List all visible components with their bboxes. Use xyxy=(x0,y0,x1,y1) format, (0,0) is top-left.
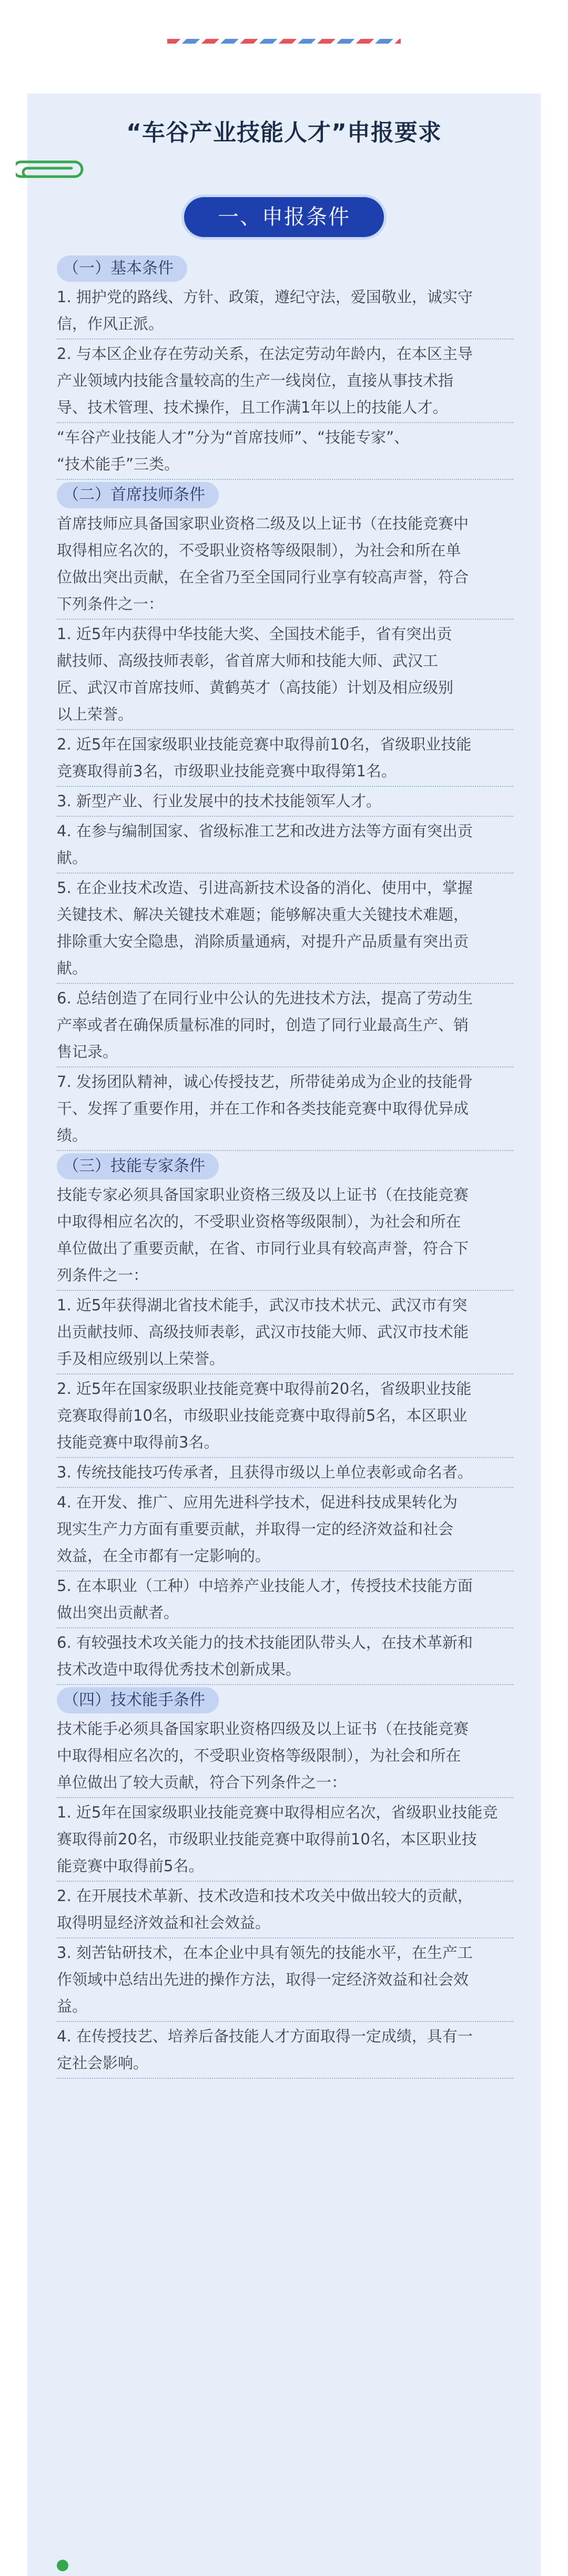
subsection-heading: （一）基本条件 xyxy=(57,255,187,282)
paragraph-line: 技能竞赛中取得前3名。 xyxy=(57,1433,219,1451)
requirement-paragraph xyxy=(57,1572,513,1628)
paragraph-line: 单位做出了较大贡献，符合下列条件之一： xyxy=(57,1773,347,1791)
paragraph-line: 2. 近5年在国家级职业技能竞赛中取得前20名，省级职业技能 xyxy=(57,1380,472,1398)
paragraph-line: 2. 与本区企业存在劳动关系，在法定劳动年龄内，在本区主导 xyxy=(57,345,473,363)
requirement-paragraph xyxy=(57,1798,513,1882)
paragraph-line: 4. 在参与编制国家、省级标准工艺和改进方法等方面有突出贡 xyxy=(57,822,473,840)
requirement-paragraph xyxy=(57,1374,513,1458)
requirement-paragraph xyxy=(57,2022,513,2079)
paragraph-line: 7. 发扬团队精神，诚心传授技艺，所带徒弟成为企业的技能骨 xyxy=(57,1073,473,1091)
requirement-paragraph xyxy=(57,1488,513,1572)
subsection-heading: （三）技能专家条件 xyxy=(57,1153,219,1179)
requirement-paragraph xyxy=(57,874,513,984)
paragraph-line: 定社会影响。 xyxy=(57,2054,149,2072)
paragraph-line: “技术能手”三类。 xyxy=(57,455,180,473)
paragraph-line: 1. 近5年获得湖北省技术能手，武汉市技术状元、武汉市有突 xyxy=(57,1296,468,1314)
requirement-paragraph xyxy=(57,423,513,480)
paragraph-line: 献。 xyxy=(57,959,88,977)
subsection-heading: （四）技术能手条件 xyxy=(57,1687,219,1713)
paragraph-line: 1. 近5年在国家级职业技能竞赛中取得相应名次，省级职业技能竞 xyxy=(57,1803,498,1821)
paragraph-line: 中取得相应名次的，不受职业资格等级限制），为社会和所在 xyxy=(57,1213,461,1230)
paragraph-line: 5. 在本职业（工种）中培养产业技能人才，传授技术技能方面 xyxy=(57,1577,473,1595)
requirement-paragraph xyxy=(57,730,513,787)
paragraph-line: 益。 xyxy=(57,1997,88,2015)
paragraph-line: 3. 刻苦钻研技术，在本企业中具有领先的技能水平，在生产工 xyxy=(57,1944,473,1962)
requirement-paragraph xyxy=(57,1628,513,1685)
paragraph-line: 能竞赛中取得前5名。 xyxy=(57,1857,204,1875)
paragraph-line: 献技师、高级技师表彰，省首席大师和技能大师、武汉工 xyxy=(57,652,439,670)
subsection-heading: （二）首席技师条件 xyxy=(57,482,219,508)
requirement-paragraph xyxy=(57,283,513,340)
paragraph-line: 单位做出了重要贡献，在省、市同行业具有较高声誉，符合下 xyxy=(57,1239,469,1257)
paragraph-line: 2. 近5年在国家级职业技能竞赛中取得前10名，省级职业技能 xyxy=(57,735,472,753)
paragraph-line: 信，作风正派。 xyxy=(57,315,164,333)
paragraph-line: 技术能手必须具备国家职业资格四级及以上证书（在技能竞赛 xyxy=(57,1720,469,1738)
paragraph-line: 售记录。 xyxy=(57,1043,118,1061)
requirement-paragraph xyxy=(57,1068,513,1151)
paragraph-line: 4. 在传授技艺、培养后备技能人才方面取得一定成绩，具有一 xyxy=(57,2027,473,2045)
paragraph-line: 中取得相应名次的，不受职业资格等级限制），为社会和所在 xyxy=(57,1747,461,1764)
requirements-content xyxy=(57,253,513,2079)
paragraph-line: 4. 在开发、推广、应用先进科学技术，促进科技成果转化为 xyxy=(57,1493,458,1511)
paragraph-line: 关键技术、解决关键技术难题；能够解决重大关键技术难题， xyxy=(57,906,469,923)
paragraph-line: 赛取得前20名，市级职业技能竞赛中取得前10名，本区职业技 xyxy=(57,1830,477,1848)
bottom-decoration-dot xyxy=(57,2560,68,2571)
paragraph-line: 排除重大安全隐患，消除质量通病，对提升产品质量有突出贡 xyxy=(57,932,469,950)
requirement-paragraph xyxy=(57,817,513,874)
paragraph-line: 效益，在全市都有一定影响的。 xyxy=(57,1547,271,1565)
paragraph-line: 6. 总结创造了在同行业中公认的先进技术方法，提高了劳动生 xyxy=(57,989,473,1007)
requirement-paragraph xyxy=(57,984,513,1068)
paragraph-line: 出贡献技师、高级技师表彰，武汉市技能大师、武汉市技术能 xyxy=(57,1323,469,1341)
paragraph-line: 绩。 xyxy=(57,1126,88,1144)
paragraph-line: 5. 在企业技术改造、引进高新技术设备的消化、使用中，掌握 xyxy=(57,879,473,897)
requirement-paragraph xyxy=(57,1458,513,1488)
paragraph-line: 1. 近5年内获得中华技能大奖、全国技术能手，省有突出贡 xyxy=(57,625,452,643)
paragraph-line: 首席技师应具备国家职业资格二级及以上证书（在技能竞赛中 xyxy=(57,515,469,532)
paragraph-line: 产业领域内技能含量较高的生产一线岗位，直接从事技术指 xyxy=(57,372,454,389)
paragraph-line: 取得相应名次的，不受职业资格等级限制），为社会和所在单 xyxy=(57,541,461,559)
requirement-paragraph xyxy=(57,787,513,817)
paragraph-line: 竞赛取得前10名，市级职业技能竞赛中取得前5名，本区职业 xyxy=(57,1407,468,1424)
requirement-paragraph xyxy=(57,1291,513,1374)
page-title: “车谷产业技能人才”申报要求 xyxy=(126,119,442,146)
paragraph-line: 献。 xyxy=(57,849,88,867)
paragraph-line: 1. 拥护党的路线、方针、政策，遵纪守法，爱国敬业，诚实守 xyxy=(57,288,473,306)
paragraph-line: 干、发挥了重要作用，并在工作和各类技能竞赛中取得优异成 xyxy=(57,1100,469,1117)
paragraph-line: 6. 有较强技术攻关能力的技术技能团队带头人，在技术革新和 xyxy=(57,1634,473,1651)
paragraph-line: 产率或者在确保质量标准的同时，创造了同行业最高生产、销 xyxy=(57,1016,469,1034)
paragraph-line: 匠、武汉市首席技师、黄鹤英才（高技能）计划及相应级别 xyxy=(57,679,454,696)
paperclip-icon xyxy=(16,158,85,184)
paragraph-line: 作领域中总结出先进的操作方法，取得一定经济效益和社会效 xyxy=(57,1971,469,1988)
paragraph-line: 列条件之一： xyxy=(57,1266,149,1284)
paragraph-line: 2. 在开展技术革新、技术改造和技术攻关中做出较大的贡献， xyxy=(57,1887,473,1905)
paragraph-line: 竞赛取得前3名，市级职业技能竞赛中取得第1名。 xyxy=(57,762,397,780)
paragraph-line: 做出突出贡献者。 xyxy=(57,1604,179,1621)
requirement-paragraph xyxy=(57,620,513,730)
paragraph-line: 下列条件之一： xyxy=(57,595,164,613)
paragraph-line: 取得明显经济效益和社会效益。 xyxy=(57,1914,271,1932)
requirement-paragraph xyxy=(57,1181,513,1291)
paragraph-line: 技能专家必须具备国家职业资格三级及以上证书（在技能竞赛 xyxy=(57,1186,469,1204)
airmail-stripe-decoration xyxy=(167,39,401,44)
section-heading-pill: 一、申报条件 xyxy=(184,197,384,237)
paragraph-line: 现实生产力方面有重要贡献，并取得一定的经济效益和社会 xyxy=(57,1520,454,1538)
paragraph-line: 手及相应级别以上荣誉。 xyxy=(57,1350,225,1368)
requirement-paragraph xyxy=(57,340,513,423)
requirement-paragraph xyxy=(57,1938,513,2022)
paragraph-line: 位做出突出贡献，在全省乃至全国同行业享有较高声誉，符合 xyxy=(57,568,469,586)
paragraph-line: 以上荣誉。 xyxy=(57,705,134,723)
requirement-paragraph xyxy=(57,1882,513,1938)
paragraph-line: 技术改造中取得优秀技术创新成果。 xyxy=(57,1660,301,1678)
requirement-paragraph xyxy=(57,509,513,620)
paragraph-line: 3. 新型产业、行业发展中的技术技能领军人才。 xyxy=(57,792,381,810)
paragraph-line: 导、技术管理、技术操作，且工作满1年以上的技能人才。 xyxy=(57,398,448,416)
requirement-paragraph xyxy=(57,1715,513,1798)
paragraph-line: “车谷产业技能人才”分为“首席技师”、“技能专家”、 xyxy=(57,428,410,446)
paragraph-line: 3. 传统技能技巧传承者，且获得市级以上单位表彰或命名者。 xyxy=(57,1463,473,1481)
